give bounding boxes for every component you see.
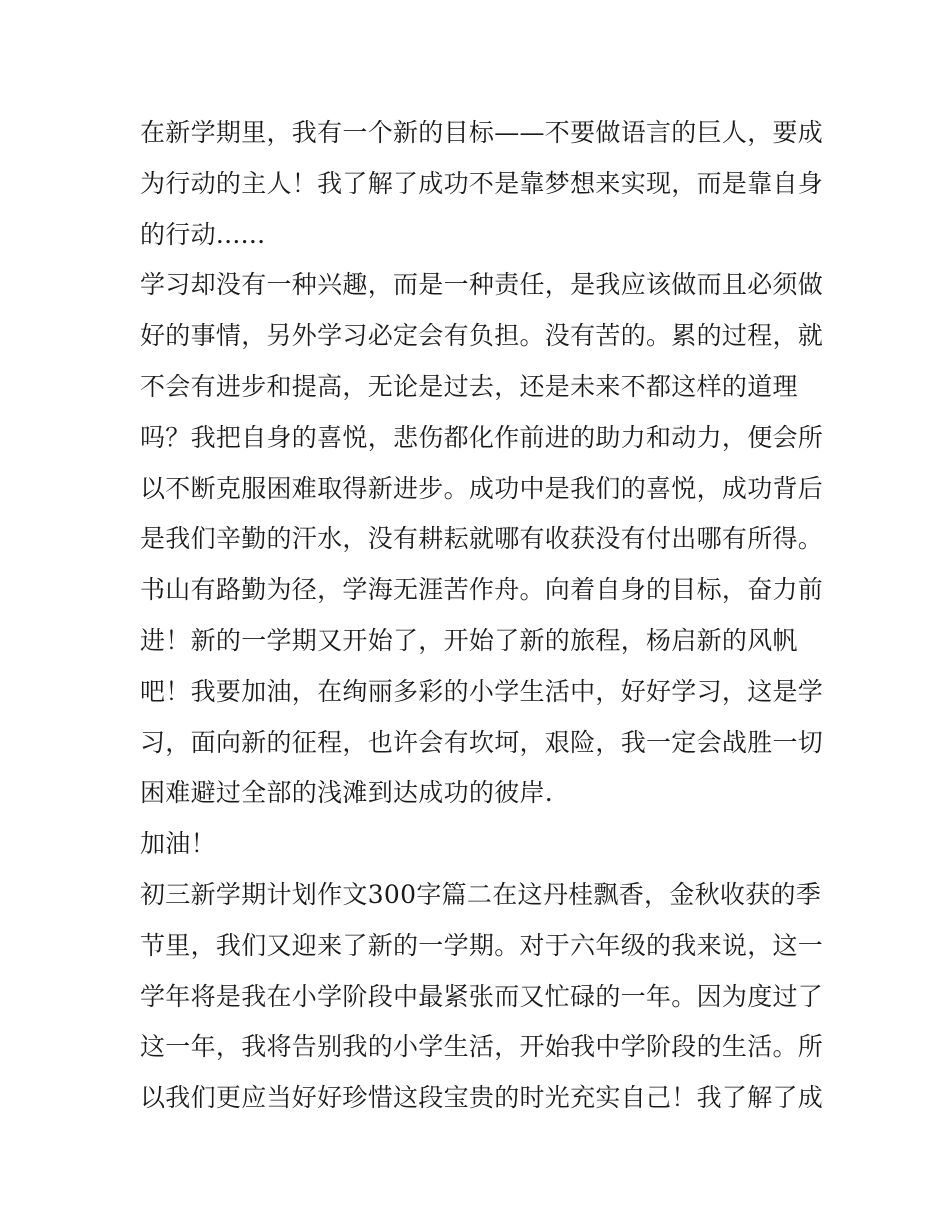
text-line: 学年将是我在小学阶段中最紧张而又忙碌的一年。因为度过了 bbox=[140, 981, 824, 1011]
text-line: 是我们辛勤的汗水，没有耕耘就哪有收获没有付出哪有所得。 bbox=[140, 524, 824, 554]
text-line: 加油！ bbox=[140, 829, 216, 859]
text-line: 这一年，我将告别我的小学生活，开始我中学阶段的生活。所 bbox=[140, 1032, 824, 1062]
document-body bbox=[140, 108, 824, 1124]
text-line: 以不断克服困难取得新进步。成功中是我们的喜悦，成功背后 bbox=[140, 473, 824, 503]
text-line: 节里，我们又迎来了新的一学期。对于六年级的我来说，这一 bbox=[140, 930, 824, 960]
text-line: 以我们更应当好好珍惜这段宝贵的时光充实自己！我了解了成 bbox=[140, 1083, 824, 1113]
text-line: 学习却没有一种兴趣，而是一种责任，是我应该做而且必须做 bbox=[140, 270, 824, 300]
text-line: 习，面向新的征程，也许会有坎坷，艰险，我一定会战胜一切 bbox=[140, 727, 824, 757]
text-line: 初三新学期计划作文300字篇二在这丹桂飘香，金秋收获的季 bbox=[140, 879, 822, 909]
text-line: 吗？我把自身的喜悦，悲伤都化作前进的助力和动力，便会所 bbox=[140, 422, 824, 452]
text-line: 的行动...... bbox=[140, 219, 266, 249]
text-line: 不会有进步和提高，无论是过去，还是未来不都这样的道理 bbox=[140, 371, 798, 401]
text-line: 困难避过全部的浅滩到达成功的彼岸. bbox=[140, 778, 554, 808]
text-line: 为行动的主人！我了解了成功不是靠梦想来实现，而是靠自身 bbox=[140, 168, 824, 198]
text-line: 在新学期里，我有一个新的目标——不要做语言的巨人，要成 bbox=[140, 118, 824, 147]
text-line: 书山有路勤为径，学海无涯苦作舟。向着自身的目标，奋力前 bbox=[140, 575, 824, 605]
text-line: 进！新的一学期又开始了，开始了新的旅程，杨启新的风帆 bbox=[140, 625, 798, 655]
text-line: 吧！我要加油，在绚丽多彩的小学生活中，好好学习，这是学 bbox=[140, 676, 824, 706]
text-line: 好的事情，另外学习必定会有负担。没有苦的。累的过程，就 bbox=[140, 321, 824, 351]
